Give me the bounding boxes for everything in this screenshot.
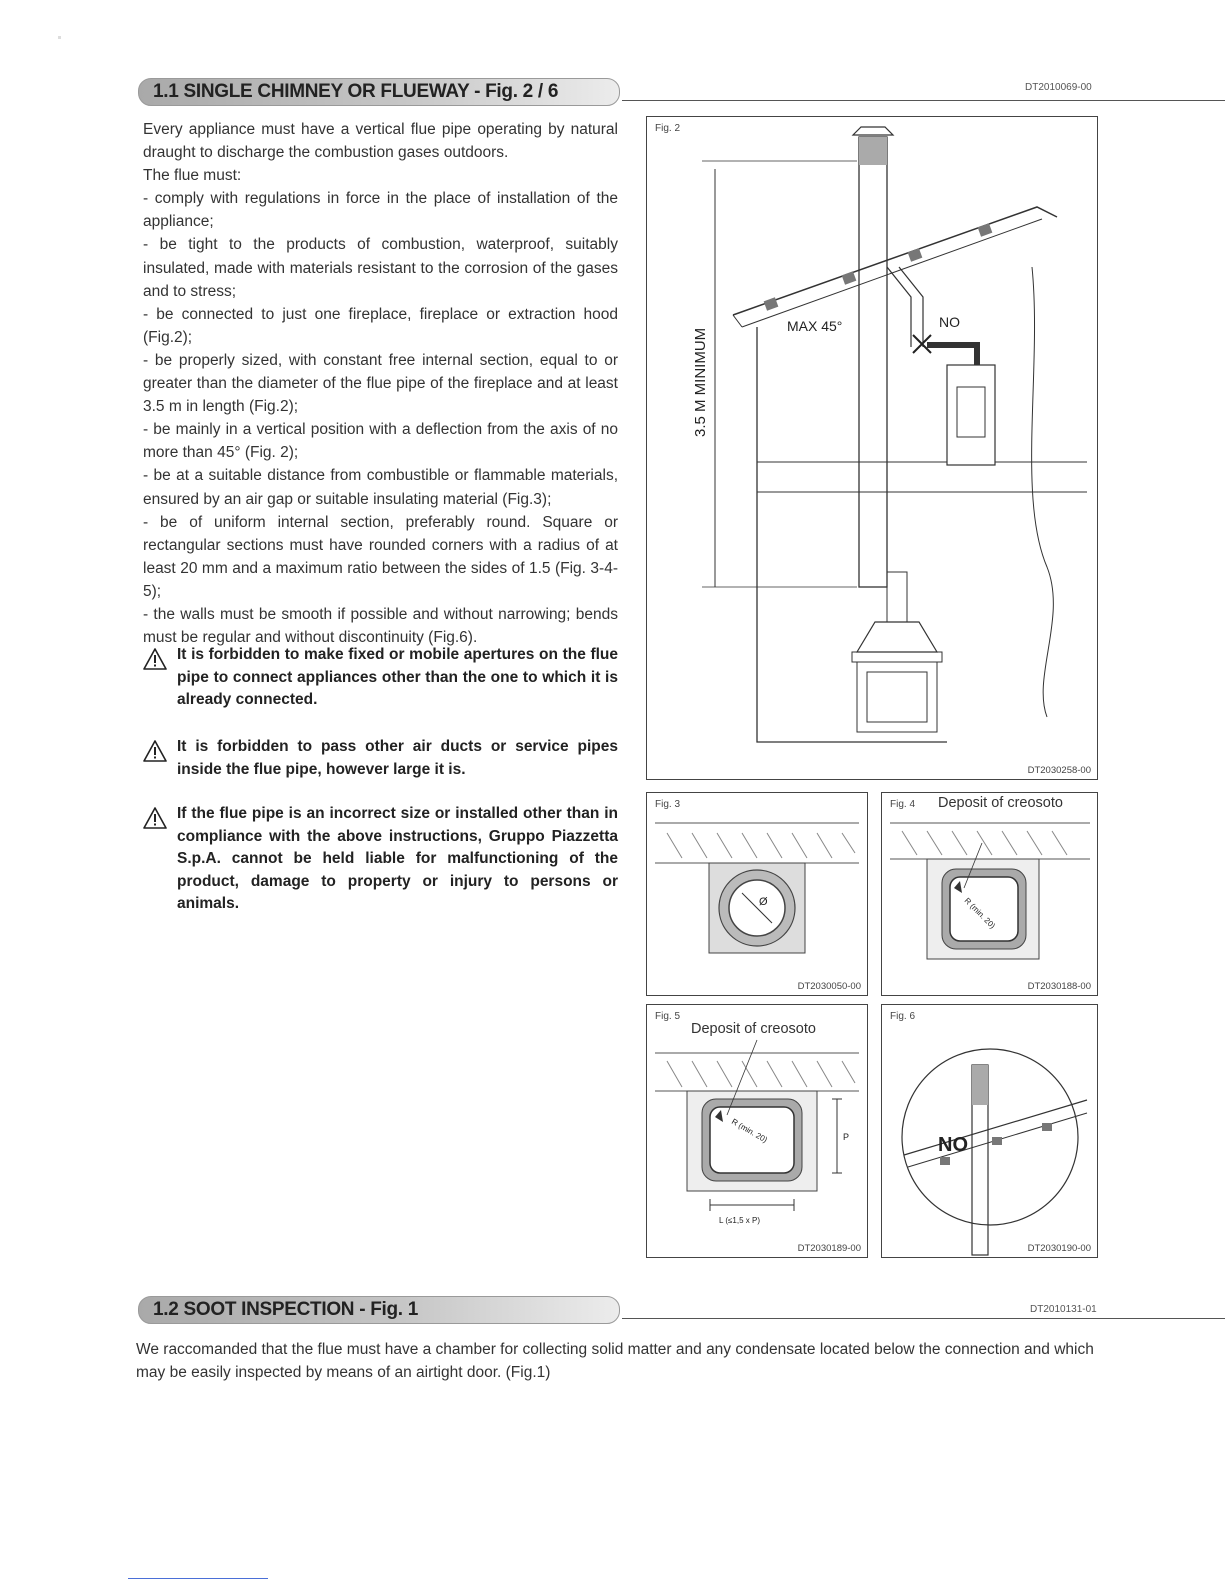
- figure-6-bend-detail: [881, 1004, 1098, 1258]
- l-label: L (≤1,5 x P): [719, 1216, 760, 1225]
- footnote-rule: [128, 1578, 268, 1579]
- section-rule: [622, 1318, 1225, 1319]
- warning-triangle-icon: [143, 807, 167, 829]
- rectangular-flue-section-drawing: [647, 1005, 867, 1257]
- figure-code: DT2030190-00: [1027, 1243, 1091, 1254]
- warning-text: If the flue pipe is an incorrect size or installed other than in compliance with the above instructions, Gruppo Piazzetta S.p.A. cannot be held liable for malfunctioning of the product, damage to property or injury to persons or animals.: [177, 805, 618, 912]
- section-title: 1.2 SOOT INSPECTION - Fig. 1: [153, 1299, 419, 1320]
- list-item: - be of uniform internal section, preferably round. Square or rectangular sections must have rounded corners with a radius of at least 20 mm and a maximum ratio between the sides of 1.5 (Fig. 3-4-5);: [143, 513, 618, 600]
- figure-label: Fig. 4: [890, 799, 916, 810]
- figure-code: DT2030050-00: [797, 981, 861, 992]
- radius-label: R (min. 20): [962, 896, 997, 931]
- list-item: - be connected to just one fireplace, fireplace or extraction hood (Fig.2);: [143, 305, 618, 346]
- list-item: - comply with regulations in force in the place of installation of the appliance;: [143, 190, 618, 231]
- section-header-soot-inspection: [138, 1296, 1098, 1324]
- warning-block: [143, 736, 618, 781]
- paragraph: The flue must:: [143, 167, 242, 185]
- warning-text: It is forbidden to pass other air ducts or service pipes inside the flue pipe, however large it is.: [177, 738, 618, 778]
- figure-code: DT2030189-00: [797, 1243, 861, 1254]
- figure-5-rectangular-flue-section: [646, 1004, 868, 1258]
- square-flue-section-drawing: [882, 793, 1097, 995]
- list-item: - be at a suitable distance from combustible or flammable materials, ensured by an air gap or suitable insulating material (Fig.3);: [143, 467, 618, 508]
- figure-code: DT2030258-00: [1027, 765, 1091, 776]
- list-item: - the walls must be smooth if possible and without narrowing; bends must be regular and without discontinuity (Fig.6).: [143, 605, 618, 647]
- section-header-single-chimney: [138, 78, 1098, 106]
- figure-code: DT2030188-00: [1027, 981, 1091, 992]
- section-title: 1.1 SINGLE CHIMNEY OR FLUEWAY - Fig. 2 / 6: [153, 81, 559, 102]
- warning-block: [143, 644, 618, 712]
- list-item: - be mainly in a vertical position with a deflection from the axis of no more than 45° (Fig. 2);: [143, 421, 618, 462]
- section-title-pill: [138, 1296, 620, 1324]
- figure-caption: Deposit of creosoto: [938, 795, 1063, 811]
- section-body-text: We raccomanded that the flue must have a chamber for collecting solid matter and any condensate located below the connection and which may be easily inspected by means of an airtight door. (Fig.1): [136, 1341, 1094, 1381]
- figure-caption: Deposit of creosoto: [691, 1021, 816, 1037]
- diameter-symbol: Ø: [759, 896, 768, 908]
- bend-detail-drawing: [882, 1005, 1097, 1257]
- figure-label: Fig. 2: [655, 123, 681, 134]
- section-doc-code: DT2010069-00: [1025, 82, 1092, 93]
- figure-3-round-flue-section: [646, 792, 868, 996]
- no-label: NO: [939, 314, 960, 330]
- list-item: - be properly sized, with constant free internal section, equal to or greater than the diameter of the flue pipe of the fireplace and at least 3.5 m in length (Fig.2);: [143, 351, 618, 416]
- warning-triangle-icon: [143, 648, 167, 670]
- figure-2-chimney-installation: [646, 116, 1098, 780]
- height-label: 3.5 M MINIMUM: [692, 327, 709, 437]
- no-label: NO: [938, 1134, 968, 1156]
- section-doc-code: DT2010131-01: [1030, 1304, 1097, 1315]
- section-title-pill: [138, 78, 620, 106]
- p-label: P: [843, 1132, 850, 1142]
- figure-4-square-flue-section: [881, 792, 1098, 996]
- section-rule: [622, 100, 1225, 101]
- figure-label: Fig. 3: [655, 799, 681, 810]
- section-body-text: [143, 118, 618, 649]
- chimney-installation-drawing: [647, 117, 1097, 779]
- figure-label: Fig. 5: [655, 1011, 681, 1022]
- scan-mark: [58, 36, 61, 39]
- paragraph: Every appliance must have a vertical flue pipe operating by natural draught to discharge the combustion gases outdoors.: [143, 121, 618, 162]
- radius-label: R (min. 20): [730, 1116, 769, 1145]
- list-item: - be tight to the products of combustion, waterproof, suitably insulated, made with materials resistant to the corrosion of the gases and to stress;: [143, 236, 618, 300]
- figure-label: Fig. 6: [890, 1011, 916, 1022]
- round-flue-section-drawing: [647, 793, 867, 995]
- warning-triangle-icon: [143, 740, 167, 762]
- warning-block: [143, 803, 618, 916]
- angle-label: MAX 45°: [787, 318, 843, 334]
- warning-text: It is forbidden to make fixed or mobile apertures on the flue pipe to connect appliances other than the one to which it is already connected.: [177, 646, 618, 708]
